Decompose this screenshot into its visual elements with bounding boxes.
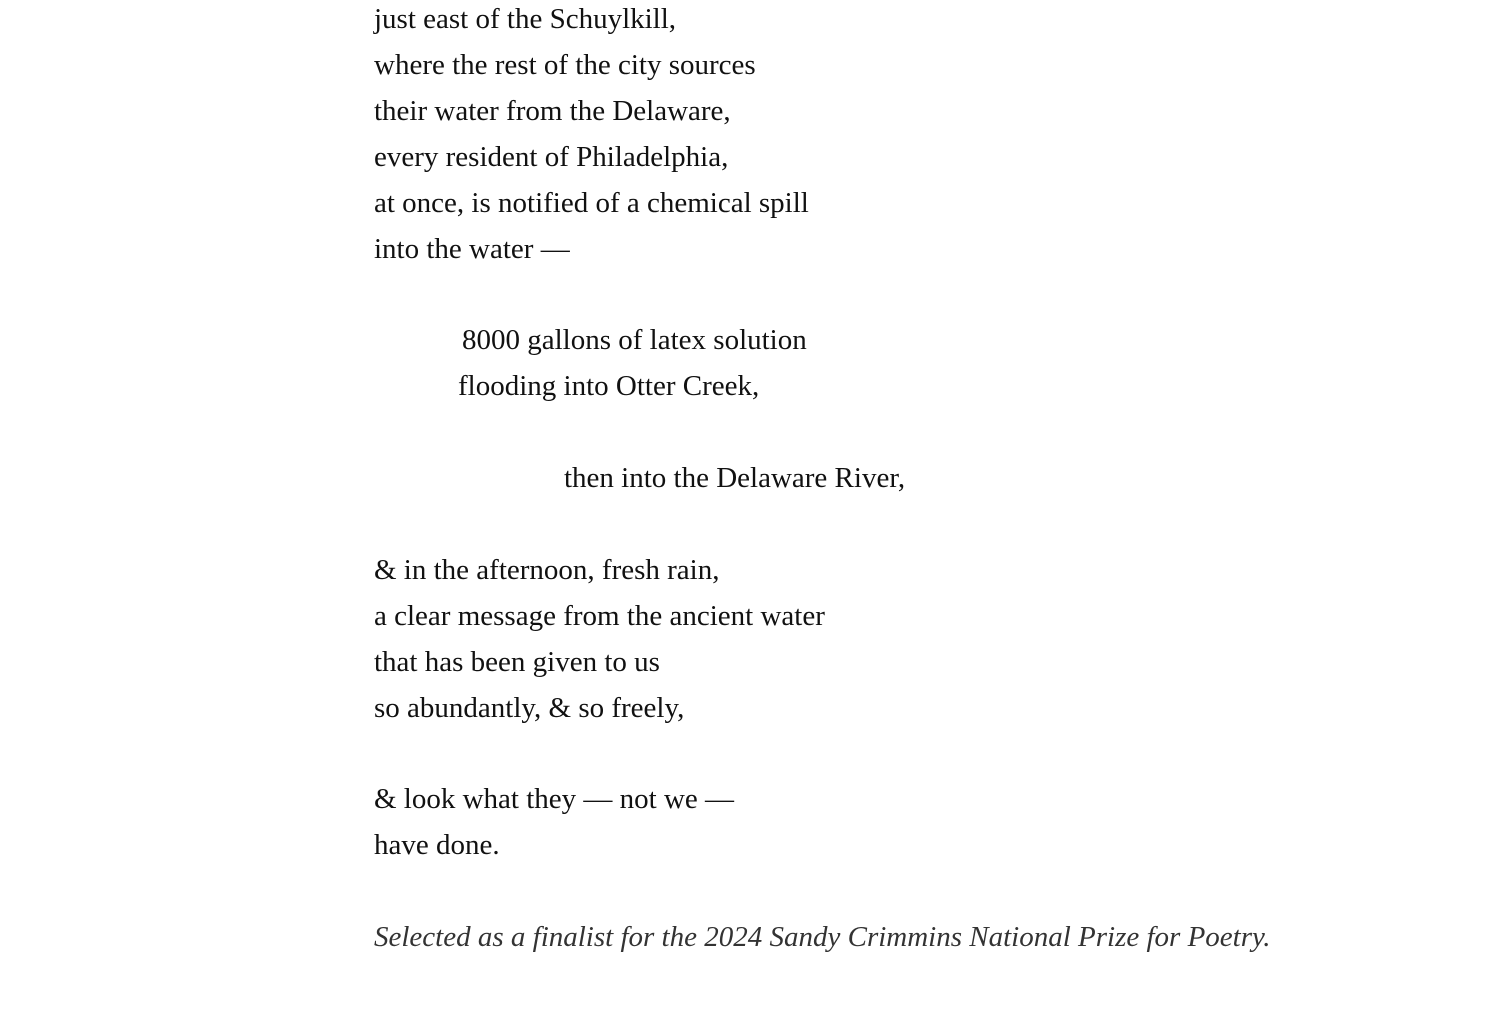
- poem-line-indented: flooding into Otter Creek,: [458, 370, 760, 402]
- poem-line: & look what they — not we —: [374, 783, 735, 815]
- poem-line: into the water —: [374, 233, 570, 265]
- poem-line: at once, is notified of a chemical spill: [374, 187, 809, 219]
- poem-line-indented: 8000 gallons of latex solution: [462, 324, 807, 356]
- poem-line: where the rest of the city sources: [374, 49, 756, 81]
- poem-line: have done.: [374, 829, 500, 861]
- poem-line: so abundantly, & so freely,: [374, 692, 685, 724]
- poem-line: their water from the Delaware,: [374, 95, 731, 127]
- poem-line: that has been given to us: [374, 646, 660, 678]
- poem-line: & in the afternoon, fresh rain,: [374, 554, 720, 586]
- poem-line-indented: then into the Delaware River,: [564, 462, 906, 494]
- poem-line: every resident of Philadelphia,: [374, 141, 729, 173]
- prize-note: Selected as a finalist for the 2024 Sandy Crimmins National Prize for Poetry.: [374, 921, 1271, 953]
- poem-line: a clear message from the ancient water: [374, 600, 825, 632]
- poem-line: just east of the Schuylkill,: [374, 3, 677, 35]
